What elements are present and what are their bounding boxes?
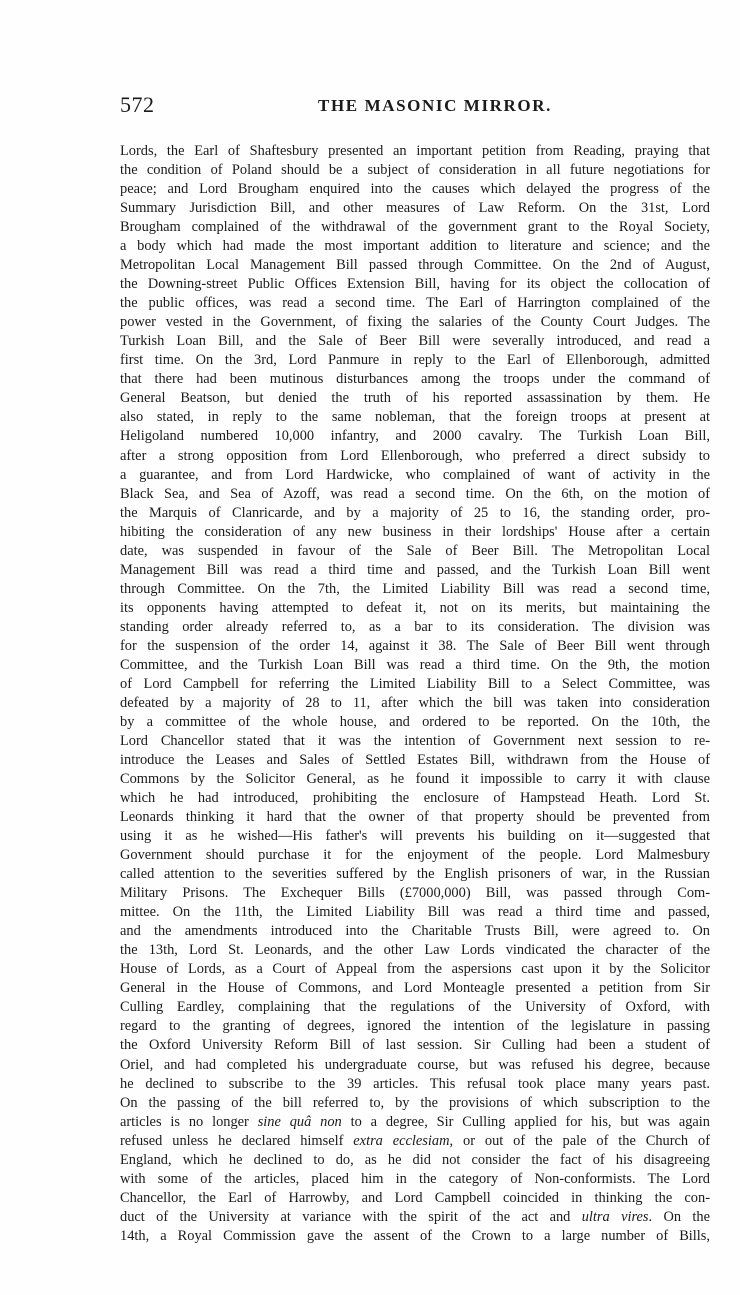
text-line: first time. On the 3rd, Lord Panmure in reply to the Earl of Ellenborough, admitted <box>120 352 710 369</box>
text-line: which he had introduced, prohibiting the enclosure of Hampstead Heath. Lord St. <box>120 790 710 807</box>
text-line: he declined to subscribe to the 39 articles. This refusal took place many years past. <box>120 1075 710 1092</box>
text-line: defeated by a majority of 28 to 11, after which the bill was taken into consideration <box>120 694 710 711</box>
text-line: 14th, a Royal Commission gave the assent of the Crown to a large number of Bills, <box>120 1227 710 1244</box>
article-body <box>120 142 710 1246</box>
text-line: duct of the University at variance with the spirit of the act and ultra vires. On the <box>120 1208 711 1225</box>
text-line: peace; and Lord Brougham enquired into the causes which delayed the progress of the <box>120 181 710 198</box>
text-line: Commons by the Solicitor General, as he found it impossible to carry it with clause <box>120 771 710 788</box>
text-line: Chancellor, the Earl of Harrowby, and Lord Campbell coincided in thinking the con- <box>120 1189 710 1206</box>
text-line: On the passing of the bill referred to, by the provisions of which subscription to the <box>120 1094 710 1111</box>
text-line: a body which had made the most important addition to literature and science; and the <box>120 238 710 255</box>
text-line: regard to the granting of degrees, ignored the intention of the legislature in passing <box>120 1018 710 1035</box>
text-line: Heligoland numbered 10,000 infantry, and 2000 cavalry. The Turkish Loan Bill, <box>120 428 710 445</box>
text-line: through Committee. On the 7th, the Limited Liability Bill was read a second time, <box>120 580 710 597</box>
text-line: that there had been mutinous disturbances among the troops under the command of <box>120 371 710 388</box>
text-line: Lords, the Earl of Shaftesbury presented an important petition from Reading, praying that <box>120 143 710 159</box>
text-line: with some of the articles, placed him in the category of Non-conformists. The Lord <box>120 1170 710 1187</box>
text-line: of Lord Campbell for referring the Limited Liability Bill to a Select Committee, was <box>120 675 710 692</box>
text-line: refused unless he declared himself extra ecclesiam, or out of the pale of the Church of <box>120 1132 710 1149</box>
page-number: 572 <box>120 92 155 117</box>
text-line: using it as he wished—His father's will prevents his building on it—suggested that <box>120 828 710 845</box>
text-line: Military Prisons. The Exchequer Bills (£7000,000) Bill, was passed through Com- <box>120 885 710 902</box>
text-line: General in the House of Commons, and Lord Monteagle presented a petition from Sir <box>120 980 710 997</box>
text-line: articles is no longer sine quâ non to a degree, Sir Culling applied for his, but was again <box>120 1113 710 1130</box>
running-title: THE MASONIC MIRROR. <box>318 96 552 115</box>
text-line: Metropolitan Local Management Bill passed through Committee. On the 2nd of August, <box>120 257 710 274</box>
text-line: the 13th, Lord St. Leonards, and the other Law Lords vindicated the character of the <box>120 942 710 959</box>
text-line: mittee. On the 11th, the Limited Liability Bill was read a third time and passed, <box>120 904 710 921</box>
text-line: House of Lords, as a Court of Appeal from the aspersions cast upon it by the Solicitor <box>120 961 710 978</box>
text-line: Oriel, and had completed his undergraduate course, but was refused his degree, because <box>120 1056 710 1073</box>
text-line: a guarantee, and from Lord Hardwicke, who complained of want of activity in the <box>120 466 710 483</box>
text-line: the Marquis of Clanricarde, and by a majority of 25 to 16, the standing order, pro- <box>120 504 710 521</box>
page-header <box>120 92 710 122</box>
text-line: Turkish Loan Bill, and the Sale of Beer Bill were severally introduced, and read a <box>120 333 710 350</box>
text-line: the Oxford University Reform Bill of last session. Sir Culling had been a student of <box>120 1037 710 1054</box>
text-line: Summary Jurisdiction Bill, and other measures of Law Reform. On the 31st, Lord <box>120 200 710 217</box>
text-line: Government should purchase it for the enjoyment of the people. Lord Malmesbury <box>120 847 710 864</box>
text-line: the public offices, was read a second time. The Earl of Harrington complained of the <box>120 295 710 312</box>
text-line: and the amendments introduced into the Charitable Trusts Bill, were agreed to. On <box>120 923 710 940</box>
text-line: Management Bill was read a third time and passed, and the Turkish Loan Bill went <box>120 561 710 578</box>
text-line: also stated, in reply to the same nobleman, that the foreign troops at present at <box>120 409 710 426</box>
text-line: Black Sea, and Sea of Azoff, was read a second time. On the 6th, on the motion of <box>120 485 710 502</box>
text-line: introduce the Leases and Sales of Settled Estates Bill, withdrawn from the House of <box>120 752 710 768</box>
text-line: power vested in the Government, of fixing the salaries of the County Court Judges. The <box>120 314 710 331</box>
text-line: Leonards thinking it hard that the owner of that property should be prevented from <box>120 809 710 826</box>
text-line: England, which he declined to do, as he did not consider the fact of his disagreeing <box>120 1151 710 1168</box>
text-line: for the suspension of the order 14, against it 38. The Sale of Beer Bill went through <box>120 637 710 654</box>
text-line: Committee, and the Turkish Loan Bill was read a third time. On the 9th, the motion <box>120 656 710 673</box>
text-line: the condition of Poland should be a subject of consideration in all future negotiations for <box>120 162 710 179</box>
text-line: Brougham complained of the withdrawal of the government grant to the Royal Society, <box>120 219 710 236</box>
text-line: called attention to the severities suffered by the English prisoners of war, in the Russian <box>120 866 710 883</box>
text-line: by a committee of the whole house, and ordered to be reported. On the 10th, the <box>120 713 710 730</box>
text-line: Lord Chancellor stated that it was the intention of Government next session to re- <box>120 732 710 749</box>
text-line: General Beatson, but denied the truth of his reported assassination by them. He <box>120 390 710 407</box>
text-line: date, was suspended in favour of the Sale of Beer Bill. The Metropolitan Local <box>120 542 710 559</box>
text-line: Culling Eardley, complaining that the regulations of the University of Oxford, with <box>120 999 710 1016</box>
text-line: its opponents having attempted to defeat it, not on its merits, but maintaining the <box>120 599 710 616</box>
text-line: the Downing-street Public Offices Extension Bill, having for its object the collocation of <box>120 276 710 293</box>
text-line: after a strong opposition from Lord Ellenborough, who preferred a direct subsidy to <box>120 447 710 464</box>
text-line: standing order already referred to, as a bar to its consideration. The division was <box>120 618 710 635</box>
text-line: hibiting the consideration of any new business in their lordships' House after a certain <box>120 523 710 540</box>
